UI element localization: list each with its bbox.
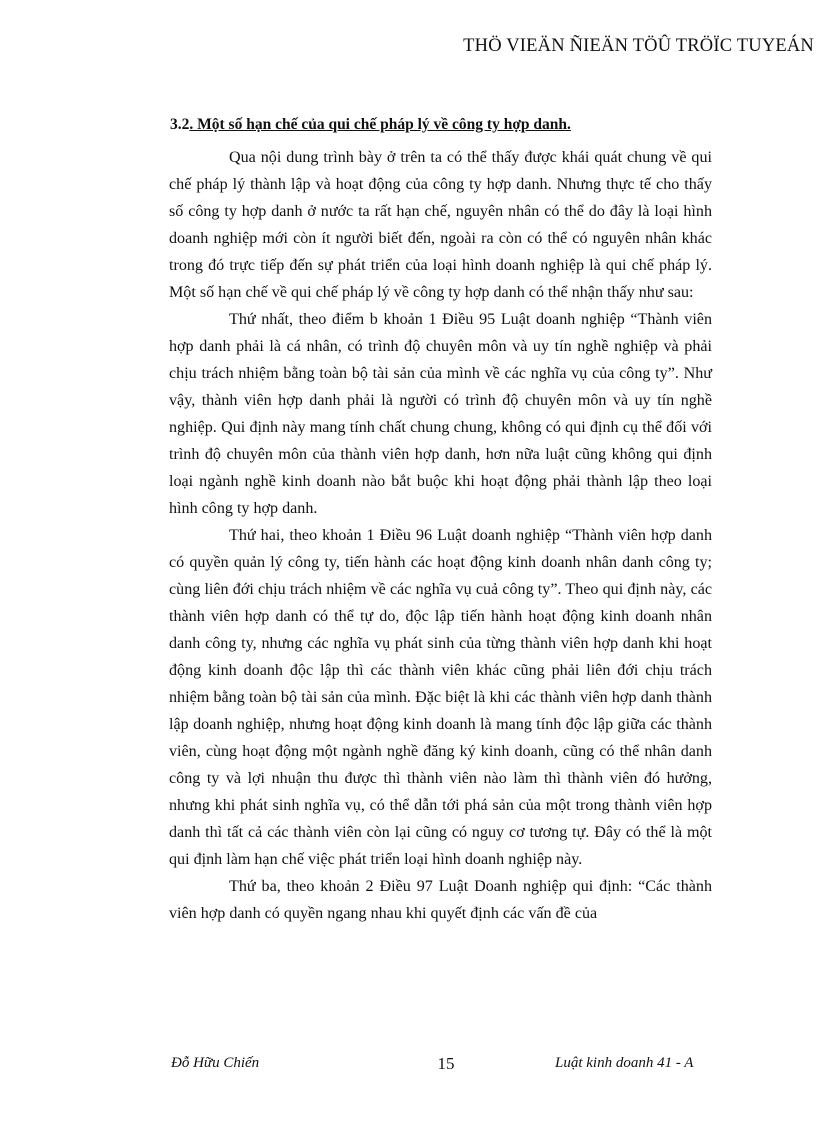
section-heading: [170, 116, 571, 134]
page-footer: [0, 1055, 816, 1079]
paragraph-second-limitation: Thứ hai, theo khoản 1 Điều 96 Luật doanh nghiệp “Thành viên hợp danh có quyền quản lý công ty, tiến hành các hoạt động kinh doanh nhân danh công ty; cùng liên đới chịu trách nhiệm về các nghĩa vụ cuả công ty”. Theo qui định này, các thành viên hợp danh có thể tự do, độc lập tiến hành hoạt động kinh doanh nhân danh công ty, nhưng các nghĩa vụ phát sinh của từng thành viên hợp danh khi hoạt động kinh doanh độc lập thì các thành viên khác cũng phải liên đới chịu trách nhiệm bằng toàn bộ tài sản của mình. Đặc biệt là khi các thành viên hợp danh thành lập doanh nghiệp, nhưng hoạt động kinh doanh là mang tính độc lập giữa các thành viên, cùng hoạt động một ngành nghề đăng ký kinh doanh, cũng có thể nhân danh công ty và lợi nhuận thu được thì thành viên nào làm thì thành viên đó hưởng, nhưng khi phát sinh nghĩa vụ, có thể dẫn tới phá sản của một trong thành viên hợp danh thì tất cả các thành viên còn lại cũng có nguy cơ tương tự. Đây có thể là một qui định làm hạn chế việc phát triển loại hình doanh nghiệp này.: [169, 527, 712, 868]
page-number: 15: [437, 1054, 455, 1073]
paragraph-third-limitation: Thứ ba, theo khoản 2 Điều 97 Luật Doanh nghiệp qui định: “Các thành viên hợp danh có quyền ngang nhau khi quyết định các vấn đề của: [169, 878, 712, 922]
body-text: [169, 144, 712, 927]
running-header: THÖ VIEÄN ÑIEÄN TÖÛ TRÖÏC TUYEÁN: [463, 36, 814, 56]
paragraph-intro: Qua nội dung trình bày ở trên ta có thể thấy được khái quát chung về qui chế pháp lý thành lập và hoạt động của công ty hợp danh. Nhưng thực tế cho thấy số công ty hợp danh ở nước ta rất hạn chế, nguyên nhân có thể do đây là loại hình doanh nghiệp mới còn ít người biết đến, ngoài ra còn có thể có nguyên nhân khác trong đó trực tiếp đến sự phát triển của loại hình doanh nghiệp là qui chế pháp lý. Một số hạn chế về qui chế pháp lý về công ty hợp danh có thể nhận thấy như sau:: [169, 149, 712, 301]
footer-course: Luật kinh doanh 41 - A: [555, 1055, 694, 1071]
footer-author: Đỗ Hữu Chiến: [171, 1055, 260, 1071]
section-number: 3.2: [170, 116, 190, 133]
paragraph-first-limitation: Thứ nhất, theo điểm b khoản 1 Điều 95 Luật doanh nghiệp “Thành viên hợp danh phải là cá nhân, có trình độ chuyên môn và uy tín nghề nghiệp và phải chịu trách nhiệm bằng toàn bộ tài sản của mình về các nghĩa vụ của công ty”. Như vậy, thành viên hợp danh phải là người có trình độ chuyên môn và uy tín nghề nghiệp. Qui định này mang tính chất chung chung, không có qui định cụ thể đối với trình độ chuyên môn của thành viên hợp danh, hơn nữa luật cũng không qui định loại ngành nghề kinh doanh nào bắt buộc khi hoạt động phải thành lập theo loại hình công ty hợp danh.: [169, 311, 712, 517]
section-title: . Một số hạn chế của qui chế pháp lý về công ty hợp danh.: [189, 116, 571, 133]
